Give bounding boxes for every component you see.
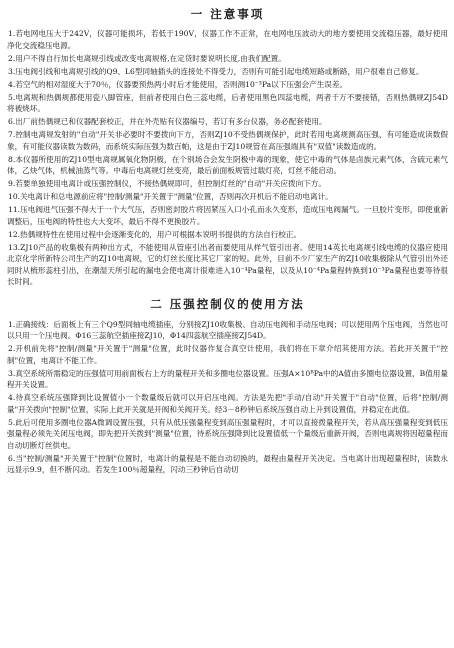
list-item: 12.热偶规特性在使用过程中会逐渐变化的，用户可根据本说明书提供的方法自行校正。 [8,229,302,239]
list-item: 5.电离规和热偶规都使用瓷八脚管座，但前者使用白色三蕊电缆，后者使用黑色四蕊电缆，两者千万不要接错，否则热偶规ZJ54D将被烧坏。 [7,92,448,113]
list-item: 11.压电阀进气压强不得大于一个大气压，否则密封胶片将因紧压入口小孔而永久变形，造成压电阀漏气。一旦胶片变形，即使重新调整后，压电阀的特性也大大变坏，最后不得不更换胶片。 [7,205,448,226]
list-item: 4.待真空系统压强降到比设置值小一个数量级后就可以开启压电阀。方法是先把"手动/自动"开关置于"自动"位置，后将"控制/测量"开关拨向"控制"位置，实际上此开关就是开阀和关阀开关。经3－8秒钟后系统压强自动上升到设置值，并稳定在此值。 [7,393,448,414]
list-item: 3.真空系统所需稳定的压强值可用前面板右上方的量程开关和多圈电位器设置。压强A×10ᴮPa中的A值由多圈电位器设置，B值用量程开关设置。 [7,368,448,389]
section-2-heading: 二 压强控制仪的使用方法 [150,296,305,311]
section-2-list [7,319,448,476]
section-1-list [7,28,448,288]
section-1-heading: 一 注意事项 [190,7,265,21]
list-item: 5.此后可使用多圈电位器A微调设置压强，只有从低压强量程变到高压强量程时，才可以直接拨量程开关，若从高压强量程变到低压强量程必须先关闭压电阀，即先把开关拨到"测量"位置，待系统压强降到比设置值低一个量级后重新开阀，否则电离规将因超量程而自动切断灯丝供电。 [7,417,448,450]
list-item: 1.若电网电压大于242V，仪器可能损坏，若低于190V，仪器工作不正常，在电网电压波动大的地方要使用交流稳压器，最好使用净化交流稳压电源。 [7,29,448,50]
list-item: 6.当"控制/测量"开关置于"控制"位置时，电离计的量程是不能自动切换的，最程由量程开关决定。当电离计出现超量程时，读数永远显示9.9，但不断闪动。若发生100％超量程，闪动三秒钟后自动切 [7,453,448,474]
list-item: 6.出厂前热偶规已和仪器配套校正，并在外壳贴有仪器编号，若订有多台仪器，务必配套使用。 [8,117,327,126]
list-item: 3.压电阀引线和电离规引线的Q9、L6型同轴插头的连接处不得受力，否则有可能引起电缆短路或断路，用户很难自己修复。 [8,66,424,76]
list-item: 10.关电离计和总电源前应将"控制/测量"开关置于"测量"位置，否则再次开机后不能启动电离计。 [8,192,333,201]
list-item: 7.控制电离规发射的"自动"开关非必要时不要拨向下方，否则ZJ10不受热偶规保护，此时若用电离规测高压强，有可能造成读数假象，有可能仪器读数为数码，而系统实际压强为数百帕，这是由于ZJ10规管在高压强端具有"双值"读数造成的。 [7,130,448,151]
list-item: 2.用户不得自行加长电离规引线或改变电离规格,在定货时要说明长度,由我们配置。 [8,53,286,63]
list-item: 4.若空气的相对湿度大于70％，仪器要预热两小时后才能使用，否则测10⁻³Pa以下压强会产生误差。 [8,79,348,89]
list-item: 8.本仪器所使用的ZJ10型电离规属氧化物阴极，在个别场合会发生阴极中毒的现象，使它中毒的气体是卤族元素气体，含硫元素气体，乙炔气体，机械油蒸气等。中毒后电离规灯丝变亮，最后前面板规管过载灯亮，灯丝不能启动。 [7,154,448,175]
list-item: 9.若要单独使用电离计或压强控制仪，不接热偶规即可，但控制灯丝的"自动"开关应拨向下方。 [8,179,326,188]
list-item: 1.正确接线：后面板上有三个Q9型同轴电缆插座，分别接ZJ10收集极、自动压电阀和手动压电阀；可以使用两个压电阀，当然也可以只用一个压电阀。Φ16三蕊航空插座接ZJ10，Φ14四蕊航空插座接ZJ54D。 [7,319,448,340]
list-item: 2.开机前先将"控制/测量"开关置于"测量"位置，此时仪器作复合真空计使用，我们将在下章介绍其使用方法。若此开关置于"控制"位置，电离计不能工作。 [7,344,448,365]
list-item: 13.ZJ10产品的收集极有两种出方式，不能使用从管座引出者而要使用从样气管引出者。使用14英长电离规引线电缆的仪器应使用北京化学所新特公司生产的ZJ10电离规，它的灯丝长度比其它厂家的短。此外，目前不少厂家生产的ZJ10收集极除从气管引出外还同时从梳形蕊柱引出，在潮湿天所引起的漏电会使电离计很难进入10⁻⁴Pa量程，以及从10⁻⁴Pa量程转换到10⁻³Pa量程也要等待很长时间。 [7,242,448,286]
